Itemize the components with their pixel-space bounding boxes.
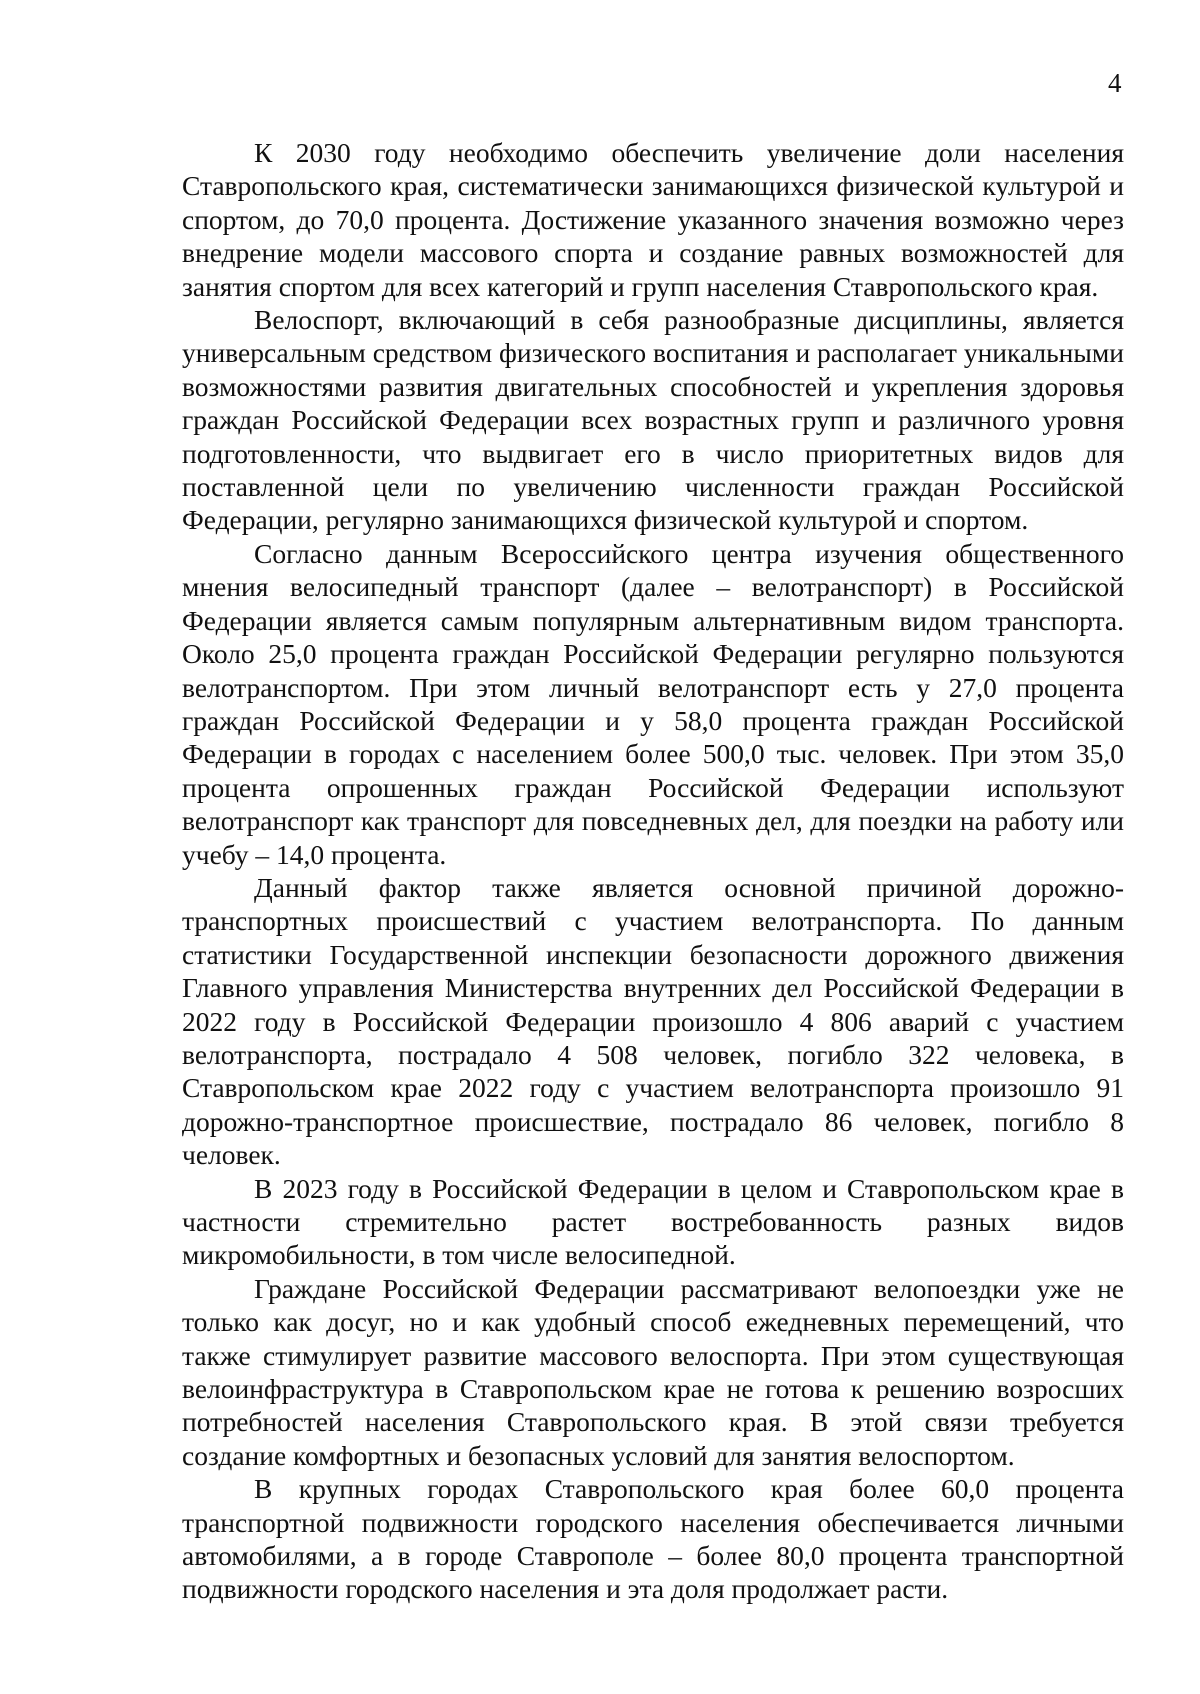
document-body	[182, 136, 1124, 1606]
page-number: 4	[1108, 68, 1122, 98]
paragraph-2: Велоспорт, включающий в себя разнообразные дисциплины, является универсальным средством физического воспитания и располагает уникальными возможностями развития двигательных способностей и укрепления здоровья граждан Российской Федерации всех возрастных групп и различного уровня подготовленности, что выдвигает его в число приоритетных видов для поставленной цели по увеличению численности граждан Российской Федерации, регулярно занимающихся физической культурой и спортом.	[182, 304, 1124, 536]
paragraph-3: Согласно данным Всероссийского центра изучения общественного мнения велосипедный транспорт (далее – велотранспорт) в Российской Федерации является самым популярным альтернативным видом транспорта. Около 25,0 процента граждан Российской Федерации регулярно пользуются велотранспортом. При этом личный велотранспорт есть у 27,0 процента граждан Российской Федерации и у 58,0 процента граждан Российской Федерации в городах с населением более 500,0 тыс. человек. При этом 35,0 процента опрошенных граждан Российской Федерации используют велотранспорт как транспорт для повседневных дел, для поездки на работу или учебу – 14,0 процента.	[182, 537, 1124, 870]
paragraph-5: В 2023 году в Российской Федерации в целом и Ставропольском крае в частности стремительно растет востребованность разных видов микромобильности, в том числе велосипедной.	[182, 1172, 1124, 1271]
paragraph-1: К 2030 году необходимо обеспечить увеличение доли населения Ставропольского края, систематически занимающихся физической культурой и спортом, до 70,0 процента. Достижение указанного значения возможно через внедрение модели массового спорта и создание равных возможностей для занятия спортом для всех категорий и групп населения Ставропольского края.	[182, 137, 1124, 302]
paragraph-4: Данный фактор также является основной причиной дорожно-транспортных происшествий с участием велотранспорта. По данным статистики Государственной инспекции безопасности дорожного движения Главного управления Министерства внутренних дел Российской Федерации в 2022 году в Российской Федерации произошло 4 806 аварий с участием велотранспорта, пострадало 4 508 человек, погибло 322 человека, в Ставропольском крае 2022 году с участием велотранспорта произошло 91 дорожно-транспортное происшествие, пострадало 86 человек, погибло 8 человек.	[182, 871, 1124, 1171]
paragraph-7: В крупных городах Ставропольского края более 60,0 процента транспортной подвижности городского населения обеспечивается личными автомобилями, а в городе Ставрополе – более 80,0 процента транспортной подвижности городского населения и эта доля продолжает расти.	[182, 1473, 1124, 1605]
paragraph-6: Граждане Российской Федерации рассматривают велопоездки уже не только как досуг, но и как удобный способ ежедневных перемещений, что также стимулирует развитие массового велоспорта. При этом существующая велоинфраструктура в Ставропольском крае не готова к решению возросших потребностей населения Ставропольского края. В этой связи требуется создание комфортных и безопасных условий для занятия велоспортом.	[182, 1272, 1124, 1471]
